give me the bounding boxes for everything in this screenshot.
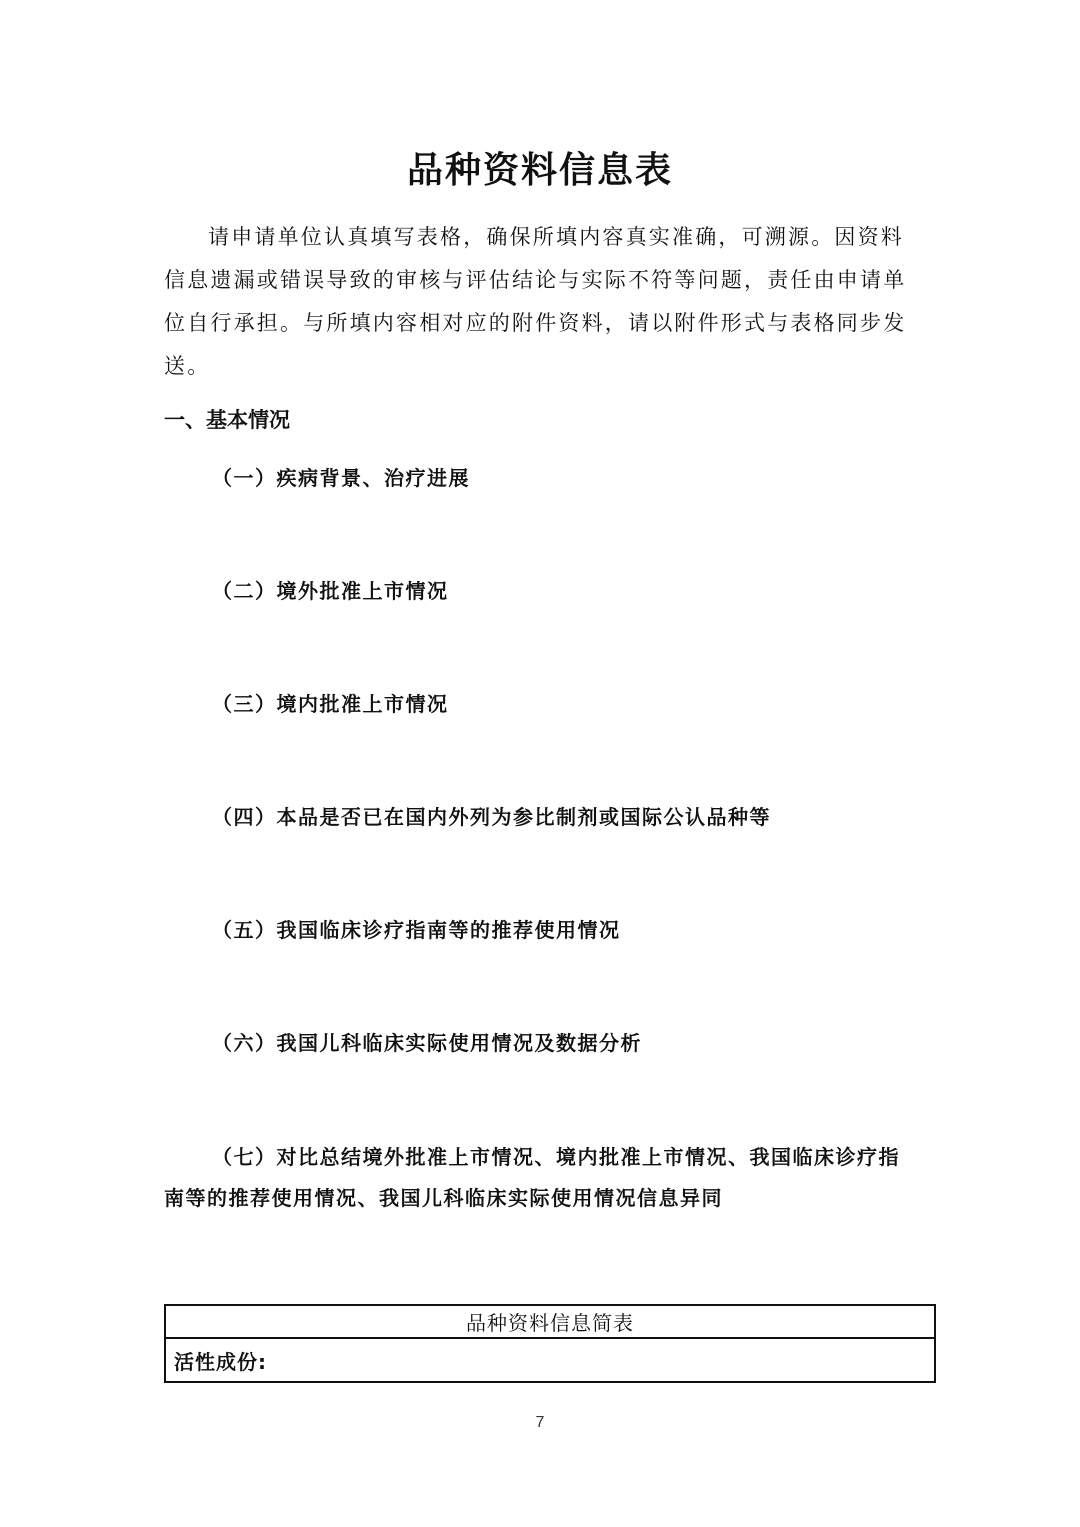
- subsection-pediatric-usage: （六）我国儿科临床实际使用情况及数据分析: [212, 1031, 642, 1055]
- page-title: 品种资料信息表: [406, 150, 673, 191]
- table-title: 品种资料信息简表: [165, 1305, 935, 1338]
- subsection-disease-background: （一）疾病背景、治疗进展: [212, 466, 470, 490]
- section-heading-basic-info: 一、基本情况: [164, 408, 290, 432]
- subsection-guideline-recommendation: （五）我国临床诊疗指南等的推荐使用情况: [212, 918, 621, 942]
- subsection-comparison-summary: （七）对比总结境外批准上市情况、境内批准上市情况、我国临床诊疗指南等的推荐使用情况、我国儿科临床实际使用情况信息异同: [164, 1145, 900, 1210]
- subsection-domestic-approval: （三）境内批准上市情况: [212, 692, 449, 716]
- active-ingredient-field: 活性成份:: [165, 1338, 935, 1382]
- subsection-overseas-approval: （二）境外批准上市情况: [212, 579, 449, 603]
- subsection-reference-listing: （四）本品是否已在国内外列为参比制剂或国际公认品种等: [212, 805, 771, 829]
- summary-info-table: [164, 1304, 936, 1383]
- table-row: [165, 1338, 935, 1382]
- intro-paragraph: 请申请单位认真填写表格，确保所填内容真实准确，可溯源。因资料信息遗漏或错误导致的审核与评估结论与实际不符等问题，责任由申请单位自行承担。与所填内容相对应的附件资料，请以附件形式与表格同步发送。: [164, 225, 907, 378]
- page-number: 7: [535, 1414, 545, 1431]
- table-header-row: [165, 1305, 935, 1338]
